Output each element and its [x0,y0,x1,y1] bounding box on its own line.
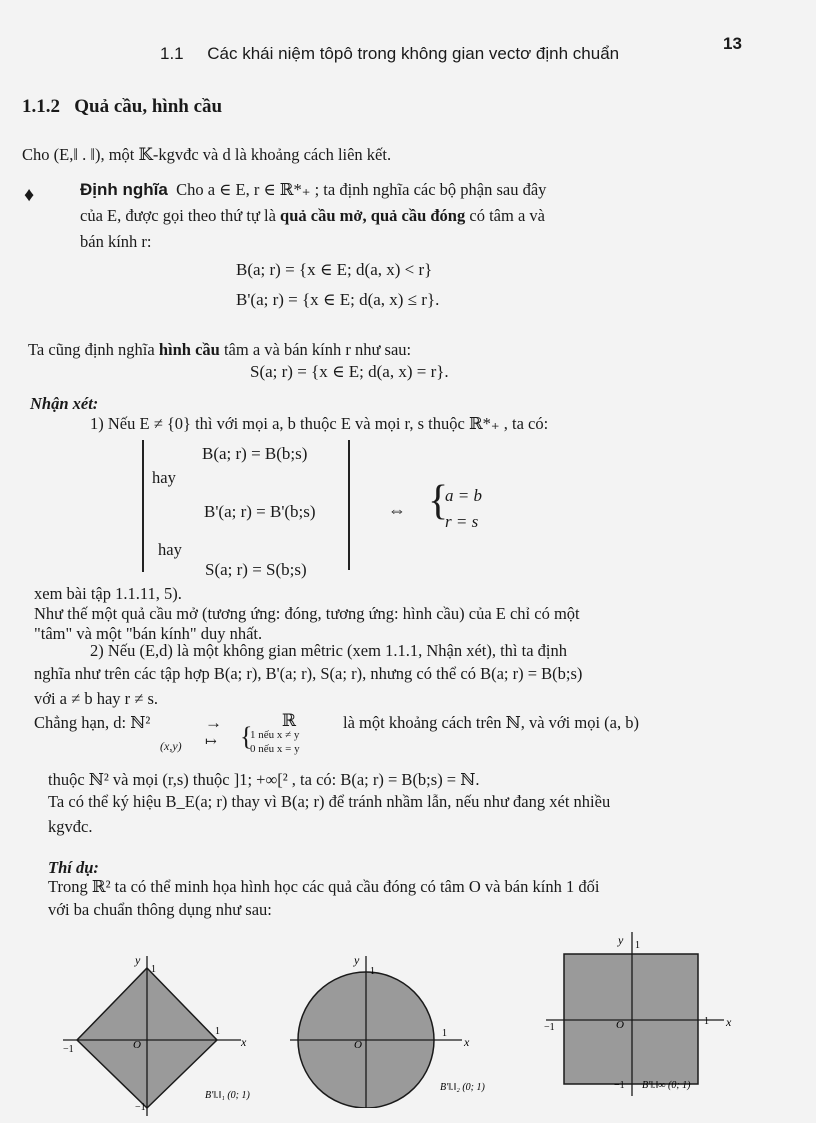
remark-line-5: với a ≠ b hay r ≠ s. [34,689,158,708]
origin-label: O [616,1019,624,1031]
y-label: y [135,953,141,967]
example-line-1: Trong ℝ² ta có thể minh họa hình học các quả cầu đóng có tâm O và bán kính 1 đối [48,877,600,896]
right-tick: 1 [704,1016,709,1027]
header-title: Các khái niệm tôpô trong không gian vectơ định chuẩn [207,44,620,63]
right-bracket-line [348,440,350,570]
top-tick: 1 [635,940,640,951]
example-title: Thí dụ: [48,858,99,877]
definition-line-1 [80,180,546,200]
bottom-tick: −1 [135,1102,146,1113]
section-title [22,96,222,118]
caption: B'‖.‖₁ (0; 1) [205,1090,250,1101]
y-label: y [354,953,360,967]
definition-text-2a: của E, được gọi theo thứ tự là [80,206,281,225]
sphere-line [28,340,411,360]
definition-term: quả cầu mở, quả cầu đóng [280,206,466,225]
remark-title: Nhận xét: [30,394,99,413]
x-label: x [464,1035,470,1049]
map-from: (x,y) [160,739,182,753]
hay-2: hay [158,540,182,559]
formula-closed-ball: B'(a; r) = {x ∈ E; d(a, x) ≤ r}. [236,290,440,309]
remark-line-8: Ta có thể ký hiệu B_E(a; r) thay vì B(a; r) để tránh nhầm lẫn, nếu như đang xét nhiều [48,792,611,811]
remark-line-3: 2) Nếu (E,d) là một không gian mêtric (xem 1.1.1, Nhận xét), thì ta định [90,641,568,660]
equation-closed: B'(a; r) = B'(b;s) [204,502,316,521]
caption: B'‖.‖₂ (0; 1) [440,1082,485,1093]
formula-sphere: S(a; r) = {x ∈ E; d(a, x) = r}. [250,362,449,381]
remark-line-2: "tâm" và một "bán kính" duy nhất. [34,624,263,643]
linf-ball-shape [564,954,698,1084]
system-eq-1: a = b [445,486,482,505]
left-bracket-line [142,440,144,572]
sphere-text-c: tâm a và bán kính r như sau: [219,340,412,359]
definition-text-1: Cho a ∈ E, r ∈ ℝ*₊ ; ta định nghĩa các bộ phận sau đây [176,180,547,199]
origin-label: O [354,1039,362,1051]
definition-line-2 [80,206,545,226]
formula-open-ball: B(a; r) = {x ∈ E; d(a, x) < r} [236,260,433,279]
page-number: 13 [723,34,742,53]
sphere-term: hình cầu [158,340,220,359]
right-tick: 1 [442,1028,447,1039]
cases-brace-icon: { [240,722,253,751]
remark-line-6: là một khoảng cách trên ℕ, và với mọi (a, b) [343,713,639,732]
x-label: x [241,1035,247,1049]
sphere-text-a: Ta cũng định nghĩa [28,340,159,359]
remark-reference: xem bài tập 1.1.11, 5). [34,584,182,603]
map-to: ↦ [205,735,217,750]
system-brace-icon: { [428,478,449,524]
system-eq-2: r = s [445,512,479,531]
remark-item-1: 1) Nếu E ≠ {0} thì với mọi a, b thuộc E và mọi r, s thuộc ℝ*₊ , ta có: [90,414,549,433]
top-tick: 1 [370,966,375,977]
diamond-bullet-icon: ♦ [24,184,35,206]
caption: B'‖.‖∞ (0; 1) [642,1080,691,1091]
equation-sphere: S(a; r) = S(b;s) [205,560,307,579]
example-map-label: Chẳng hạn, d: ℕ² [34,713,151,732]
x-label: x [726,1015,732,1029]
running-header [160,44,619,64]
remark-line-7: thuộc ℕ² và mọi (r,s) thuộc ]1; +∞[² , ta có: B(a; r) = B(b;s) = ℕ. [48,770,480,789]
figure-l2-ball [290,948,520,1108]
top-tick: 1 [151,964,156,975]
equation-open: B(a; r) = B(b;s) [202,444,308,463]
remark-line-9: kgvđc. [48,817,93,836]
remark-line-4: nghĩa như trên các tập hợp B(a; r), B'(a; r), S(a; r), nhưng có thể có B(a; r) = B(b;s) [34,664,583,683]
case-1: 1 nếu x ≠ y [250,729,300,741]
header-section-number: 1.1 [160,44,184,63]
definition-label: Định nghĩa [80,180,168,199]
case-2: 0 nếu x = y [250,743,300,755]
right-tick: 1 [215,1026,220,1037]
hay-1: hay [152,468,176,487]
definition-line-3: bán kính r: [80,232,152,251]
bottom-tick: −1 [614,1080,625,1091]
map-codomain: ℝ [282,711,297,730]
left-tick: −1 [63,1044,74,1055]
definition-text-2c: có tâm a và [465,206,545,225]
intro-text: Cho (E,‖ . ‖), một 𝕂-kgvđc và d là khoảng cách liên kết. [22,145,392,164]
iff-symbol: ⇔ [388,500,406,520]
section-heading: Quả cầu, hình cầu [74,96,223,117]
origin-label: O [133,1039,141,1051]
example-line-2: với ba chuẩn thông dụng như sau: [48,900,272,919]
section-number: 1.1.2 [22,96,60,117]
left-tick: −1 [544,1022,555,1033]
y-label: y [618,933,624,947]
figure-l1-ball [55,948,265,1118]
remark-line-1: Như thế một quả cầu mở (tương ứng: đóng, tương ứng: hình cầu) của E chỉ có một [34,604,580,623]
figure-linf-ball [538,928,758,1098]
map-arrow: → [205,713,222,732]
